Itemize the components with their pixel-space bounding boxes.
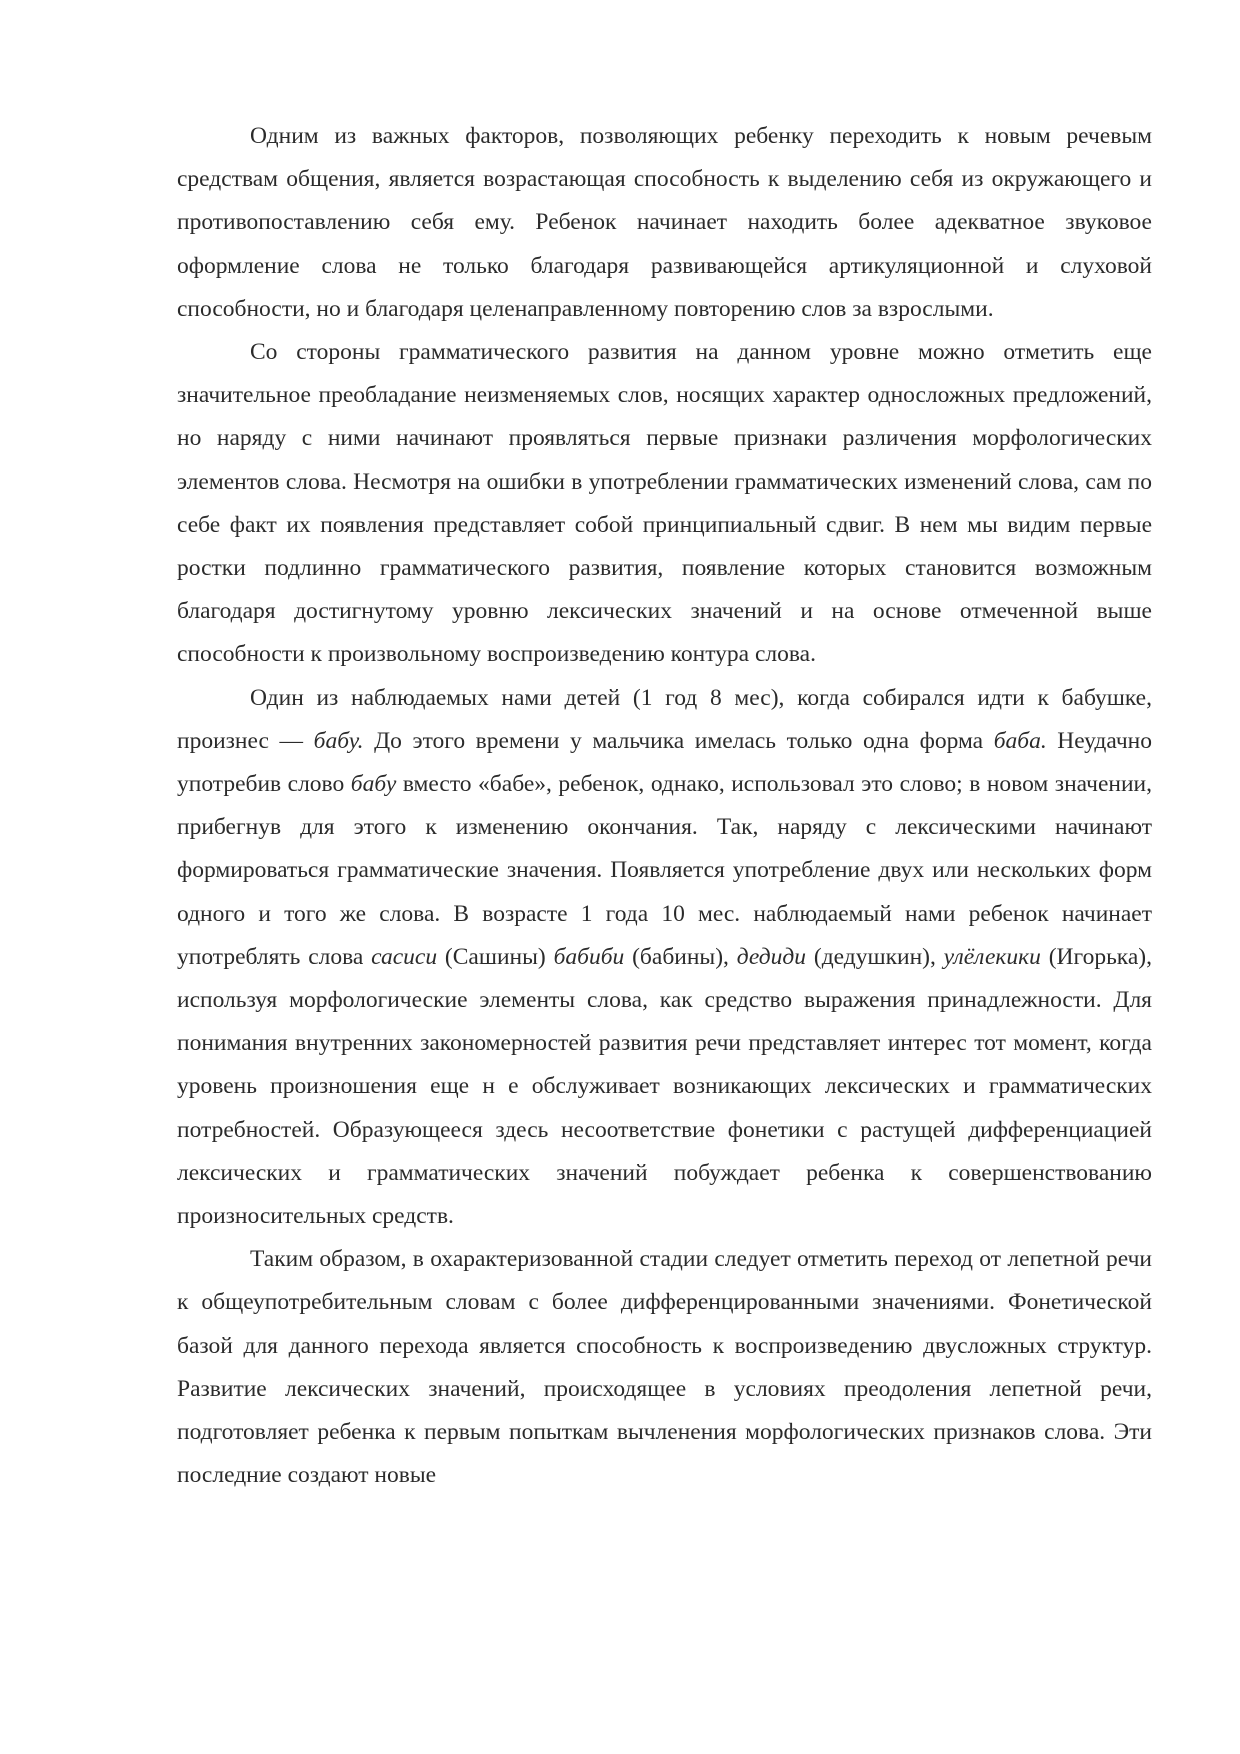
text-run: Один из наблюдаемых нами детей (1 год 8 мес), когда собирался идти к бабушке, произнес — xyxy=(177,684,1152,754)
text-run: До этого времени у мальчика имелась только одна форма xyxy=(363,727,994,754)
italic-word: дедиди xyxy=(736,943,807,970)
text-run: (дедушкин), xyxy=(806,943,944,970)
paragraph-2 xyxy=(177,331,1152,677)
document-body xyxy=(177,115,1152,1498)
italic-word: баба. xyxy=(993,727,1047,754)
text-run: Таким образом, в охарактеризованной стадии следует отметить переход от лепетной речи к общеупотребительным словам с более дифференцированными значениями. Фонетической базой для данного перехода является способность к воспроизведению двусложных структур. Развитие лексических значений, происходящее в условиях преодоления лепетной речи, подготовляет ребенка к первым попыткам вычленения морфологических признаков слова. Эти последние создают новые xyxy=(177,1246,1152,1489)
text-run: Со стороны грамматического развития на данном уровне можно отметить еще значительное преобладание неизменяемых слов, носящих характер односложных предложений, но наряду с ними начинают проявляться первые признаки различения морфологических элементов слова. Несмотря на ошибки в употреблении грамматических изменений слова, сам по себе факт их появления представляет собой принципиальный сдвиг. В нем мы видим первые ростки подлинно грамматического развития, появление которых становится возможным благодаря достигнутому уровню лексических значений и на основе отмеченной выше способности к произвольному воспроизведению контура слова. xyxy=(177,339,1152,668)
text-run: Одним из важных факторов, позволяющих ребенку переходить к новым речевым средствам общения, является возрастающая способность к выделению себя из окружающего и противопоставлению себя ему. Ребенок начинает находить более адекватное звуковое оформление слова не только благодаря развивающейся артикуляционной и слуховой способности, но и благодаря целенаправленному повторению слов за взрослыми. xyxy=(177,123,1152,322)
text-run: (Игорька), используя морфологические элементы слова, как средство выражения принадлежности. Для понимания внутренних закономерностей развития речи представляет интерес тот момент, когда уровень произношения еще н е обслуживает возникающих лексических и грамматических потребностей. Образующееся здесь несоответствие фонетики с растущей дифференциацией лексических и грамматических значений побуждает ребенка к совершенствованию произносительных средств. xyxy=(177,943,1152,1230)
text-run: (Сашины) xyxy=(437,943,554,970)
text-run: вместо «бабе», ребенок, однако, использовал это слово; в новом значении, прибегнув для этого к изменению окончания. Так, наряду с лексическими начинают формироваться грамматические значения. Появляется употребление двух или нескольких форм одного и того же слова. В возрасте 1 года 10 мес. наблюдаемый нами ребенок начинает употреблять слова xyxy=(177,771,1152,970)
italic-word: улёлекики xyxy=(943,943,1041,970)
italic-word: бабу. xyxy=(313,727,364,754)
paragraph-1 xyxy=(177,115,1152,331)
italic-word: бабиби xyxy=(553,943,625,970)
paragraph-4 xyxy=(177,1238,1152,1497)
italic-word: сасиси xyxy=(371,943,438,970)
paragraph-3 xyxy=(177,677,1152,1239)
text-run: (бабины), xyxy=(624,943,737,970)
italic-word: бабу xyxy=(350,771,397,798)
text-run: Неудачно употребив слово xyxy=(177,727,1152,798)
